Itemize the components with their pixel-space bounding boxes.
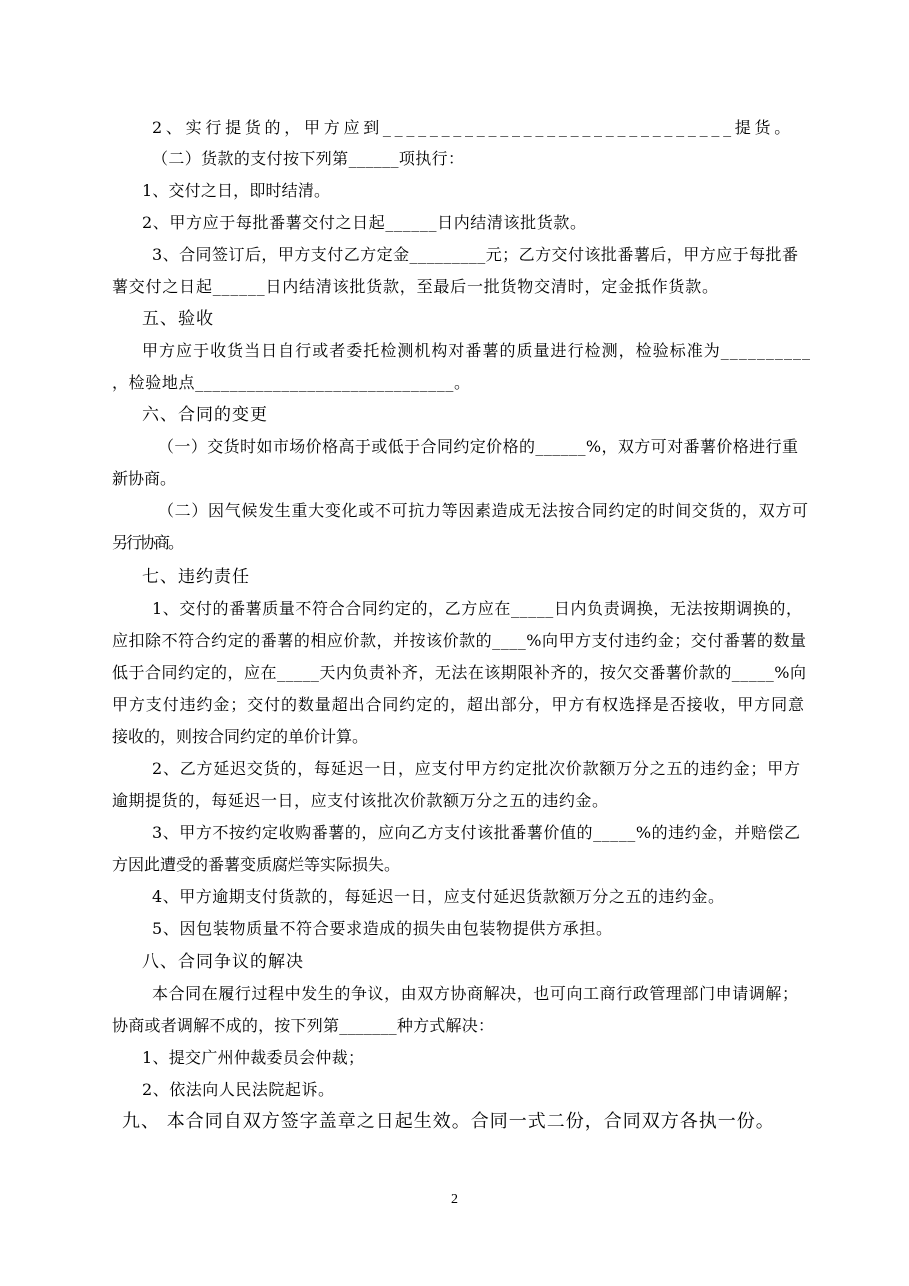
text-line: 薯交付之日起______日内结清该批货款，至最后一批货物交清时，定金抵作货款。 — [112, 277, 719, 296]
text-line: 3、甲方不按约定收购番薯的，应向乙方支付该批番薯价值的_____%的违约金，并赔偿乙 — [152, 823, 801, 842]
text-line: 4、甲方逾期支付货款的，每延迟一日，应支付延迟货款额万分之五的违约金。 — [152, 887, 725, 906]
text-line: 方因此遭受的番薯变质腐烂等实际损失。 — [112, 855, 400, 874]
text-line: 1、提交广州仲裁委员会仲裁； — [142, 1048, 365, 1067]
text-line: 1、交付的番薯质量不符合合同约定的，乙方应在_____日内负责调换，无法按期调换的， — [152, 599, 803, 618]
text-line: 协商或者调解不成的，按下列第_______种方式解决： — [112, 1016, 495, 1035]
text-line: 接收的，则按合同约定的单价计算。 — [112, 727, 368, 746]
text-line: 逾期提货的，每延迟一日，应支付该批次价款额万分之五的违约金。 — [112, 791, 609, 810]
text-line: 本合同在履行过程中发生的争议，由双方协商解决，也可向工商行政管理部门申请调解； — [152, 984, 799, 1003]
section-heading: 七、违约责任 — [142, 567, 250, 587]
text-line: 2、依法向人民法院起诉。 — [142, 1080, 335, 1099]
text-line: 新协商。 — [112, 469, 176, 488]
text-line: 甲方支付违约金；交付的数量超出合同约定的，超出部分，甲方有权选择是否接收，甲方同意 — [112, 695, 805, 714]
text-line: （二）货款的支付按下列第______项执行： — [152, 149, 465, 168]
text-line: 应扣除不符合约定的番薯的相应价款，并按该价款的____%向甲方支付违约金；交付番薯的数量 — [112, 631, 807, 650]
text-line: （二）因气候发生重大变化或不可抗力等因素造成无法按合同约定的时间交货的，双方可 — [158, 501, 809, 520]
text-line: 低于合同约定的，应在_____天内负责补齐，无法在该期限补齐的，按欠交番薯价款的_____%向 — [112, 663, 807, 682]
text-line: 甲方应于收货当日自行或者委托检测机构对番薯的质量进行检测，检验标准为__________ — [142, 341, 812, 360]
section-heading: 五、验收 — [142, 309, 214, 329]
text-line: 2、乙方延迟交货的，每延迟一日，应支付甲方约定批次价款额万分之五的违约金；甲方 — [152, 759, 801, 778]
text-line: 3、合同签订后，甲方支付乙方定金_________元；乙方交付该批番薯后，甲方应于每批番 — [152, 245, 799, 264]
section-heading: 八、合同争议的解决 — [142, 952, 304, 972]
text-line: 2、实行提货的，甲方应到______________________________提货。 — [152, 118, 794, 137]
page-number: 2 — [451, 1192, 458, 1207]
text-line: ，检验地点______________________________。 — [112, 373, 471, 392]
text-line: 5、因包装物质量不符合要求造成的损失由包装物提供方承担。 — [152, 919, 613, 938]
text-line: 另行协商。 — [112, 533, 182, 552]
section-heading: 六、合同的变更 — [142, 405, 268, 425]
section-heading: 九、 本合同自双方签字盖章之日起生效。合同一式二份，合同双方各执一份。 — [122, 1111, 775, 1132]
text-line: （一）交货时如市场价格高于或低于合同约定价格的______%，双方可对番薯价格进行重 — [158, 437, 799, 456]
text-line: 2、甲方应于每批番薯交付之日起______日内结清该批货款。 — [142, 213, 587, 232]
text-line: 1、交付之日，即时结清。 — [142, 181, 331, 200]
